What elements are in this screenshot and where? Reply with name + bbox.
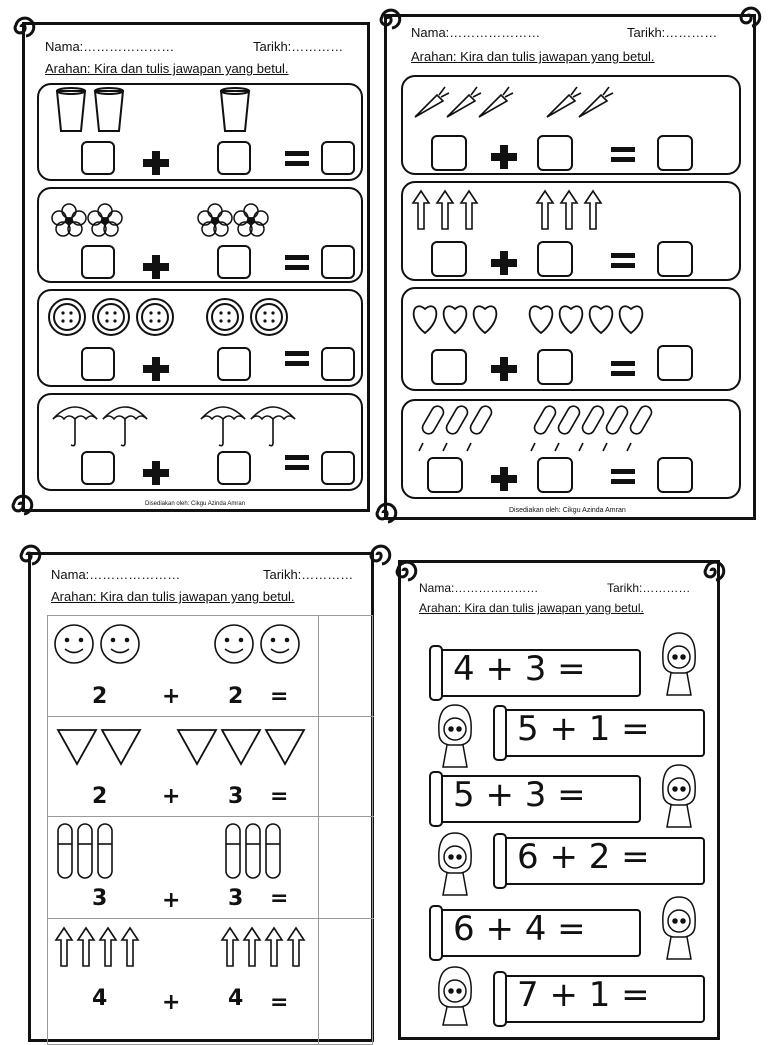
crayon-icon — [56, 822, 126, 882]
instruction: Arahan: Kira dan tulis jawapan yang betul. — [419, 601, 644, 615]
equals-icon — [611, 253, 635, 269]
instruction: Arahan: Kira dan tulis jawapan yang betul. — [45, 61, 289, 76]
flower-icon — [199, 201, 279, 241]
answer-box-a[interactable] — [431, 349, 467, 385]
plus-sign: + — [162, 888, 181, 913]
tarikh-label: Tarikh:………… — [607, 581, 691, 595]
plus-sign: + — [162, 990, 181, 1015]
answer-box-a[interactable] — [431, 135, 467, 171]
instruction: Arahan: Kira dan tulis jawapan yang betul. — [411, 49, 655, 64]
addend-b: 3 — [228, 886, 244, 911]
heart-icon — [411, 297, 511, 337]
equation-scroll — [499, 975, 705, 1023]
triangle-icon — [56, 726, 156, 770]
question-panel — [401, 181, 741, 281]
answer-box-a[interactable] — [81, 451, 115, 485]
answer-box-b[interactable] — [217, 347, 251, 381]
question-grid — [47, 615, 373, 1045]
arrow-up-icon — [535, 189, 615, 233]
equals-icon — [611, 469, 635, 485]
answer-box-a[interactable] — [81, 245, 115, 279]
plus-icon — [491, 467, 517, 491]
instruction: Arahan: Kira dan tulis jawapan yang betul. — [51, 589, 295, 604]
plus-icon — [143, 151, 169, 175]
glass-icon — [55, 87, 175, 137]
equals-sign: = — [270, 886, 289, 911]
addend-b: 3 — [228, 784, 244, 809]
answer-cell[interactable] — [320, 616, 372, 716]
equals-icon — [285, 351, 309, 367]
plus-sign: + — [162, 684, 181, 709]
question-panel — [37, 83, 363, 181]
question-panel — [37, 289, 363, 387]
equation-text: 6 + 4 = — [453, 909, 586, 949]
question-panel — [401, 75, 741, 175]
question-panel — [401, 287, 741, 391]
equals-icon — [285, 455, 309, 471]
answer-box-b[interactable] — [537, 135, 573, 171]
credit-text: Disediakan oleh: Cikgu Azinda Amran — [509, 507, 626, 514]
plus-icon — [491, 251, 517, 275]
plus-icon — [491, 357, 517, 381]
carrot-icon — [543, 83, 623, 123]
answer-box-a[interactable] — [81, 347, 115, 381]
answer-box-sum[interactable] — [657, 241, 693, 277]
answer-box-a[interactable] — [431, 241, 467, 277]
equals-icon — [611, 361, 635, 377]
addend-a: 2 — [92, 784, 108, 809]
answer-box-b[interactable] — [537, 349, 573, 385]
nama-label: Nama:………………… — [411, 25, 541, 40]
plus-icon — [491, 145, 517, 169]
flower-icon — [53, 201, 133, 241]
tarikh-label: Tarikh:………… — [627, 25, 718, 40]
arrow-up-icon — [411, 189, 491, 233]
worksheet-4 — [398, 560, 720, 1040]
swirl-icon — [10, 14, 36, 40]
worksheet-2 — [384, 14, 756, 520]
popsicle-icon — [417, 403, 507, 453]
question-panel — [37, 393, 363, 491]
answer-box-sum[interactable] — [657, 345, 693, 381]
answer-column-divider — [318, 616, 319, 1044]
worksheet-3 — [28, 552, 374, 1042]
addend-b: 2 — [228, 684, 244, 709]
tarikh-label: Tarikh:………… — [263, 567, 354, 582]
equation-scroll — [499, 709, 705, 757]
question-panel — [37, 187, 363, 283]
swirl-icon — [8, 492, 34, 518]
addend-b: 4 — [228, 986, 244, 1011]
answer-box-sum[interactable] — [321, 141, 355, 175]
equation-text: 6 + 2 = — [517, 837, 650, 877]
nama-label: Nama:………………… — [45, 39, 175, 54]
equation-text: 7 + 1 = — [517, 975, 650, 1015]
equation-scroll — [435, 649, 641, 697]
crayon-icon — [224, 822, 294, 882]
glass-icon — [219, 87, 259, 137]
equation-scroll — [435, 775, 641, 823]
answer-box-a[interactable] — [427, 457, 463, 493]
swirl-icon — [736, 4, 762, 30]
addend-a: 4 — [92, 986, 108, 1011]
umbrella-icon — [199, 399, 309, 449]
answer-box-b[interactable] — [537, 457, 573, 493]
triangle-icon — [176, 726, 316, 770]
answer-cell[interactable] — [320, 919, 372, 1045]
equation-scroll — [435, 909, 641, 957]
answer-box-b[interactable] — [217, 141, 251, 175]
swirl-icon — [376, 6, 402, 32]
answer-box-b[interactable] — [217, 245, 251, 279]
equation-scroll — [499, 837, 705, 885]
plus-icon — [143, 255, 169, 279]
button-icon — [205, 297, 305, 341]
girl-icon — [431, 829, 481, 899]
carrot-icon — [411, 83, 521, 123]
answer-cell[interactable] — [320, 717, 372, 816]
equals-icon — [285, 255, 309, 271]
equals-sign: = — [270, 784, 289, 809]
popsicle-icon — [529, 403, 679, 453]
equation-text: 5 + 1 = — [517, 709, 650, 749]
girl-icon — [655, 629, 705, 699]
swirl-icon — [16, 542, 42, 568]
girl-icon — [655, 893, 705, 963]
plus-icon — [143, 461, 169, 485]
answer-cell[interactable] — [320, 817, 372, 918]
nama-label: Nama:………………… — [419, 581, 539, 595]
worksheet-1 — [22, 22, 370, 512]
swirl-icon — [392, 558, 418, 584]
question-panel — [401, 399, 741, 499]
girl-icon — [655, 761, 705, 831]
equation-text: 4 + 3 = — [453, 649, 586, 689]
girl-icon — [431, 701, 481, 771]
addend-a: 2 — [92, 684, 108, 709]
swirl-icon — [366, 542, 392, 568]
swirl-icon — [372, 500, 398, 526]
tarikh-label: Tarikh:………… — [253, 39, 344, 54]
answer-box-sum[interactable] — [321, 347, 355, 381]
smiley-icon — [54, 624, 154, 668]
arrow-up-icon — [220, 926, 320, 970]
equals-sign: = — [270, 684, 289, 709]
answer-box-sum[interactable] — [657, 135, 693, 171]
equals-icon — [285, 151, 309, 167]
answer-box-b[interactable] — [537, 241, 573, 277]
heart-icon — [527, 297, 657, 337]
answer-box-sum[interactable] — [657, 457, 693, 493]
button-icon — [47, 297, 187, 341]
arrow-up-icon — [54, 926, 154, 970]
answer-box-sum[interactable] — [321, 245, 355, 279]
umbrella-icon — [51, 399, 161, 449]
answer-box-a[interactable] — [81, 141, 115, 175]
equation-text: 5 + 3 = — [453, 775, 586, 815]
smiley-icon — [214, 624, 314, 668]
swirl-icon — [700, 558, 726, 584]
equals-sign: = — [270, 990, 289, 1015]
answer-box-b[interactable] — [217, 451, 251, 485]
girl-icon — [431, 963, 481, 1029]
answer-box-sum[interactable] — [321, 451, 355, 485]
addend-a: 3 — [92, 886, 108, 911]
credit-text: Disediakan oleh: Cikgu Azinda Amran — [145, 501, 246, 507]
nama-label: Nama:………………… — [51, 567, 181, 582]
plus-sign: + — [162, 784, 181, 809]
plus-icon — [143, 357, 169, 381]
equals-icon — [611, 147, 635, 163]
